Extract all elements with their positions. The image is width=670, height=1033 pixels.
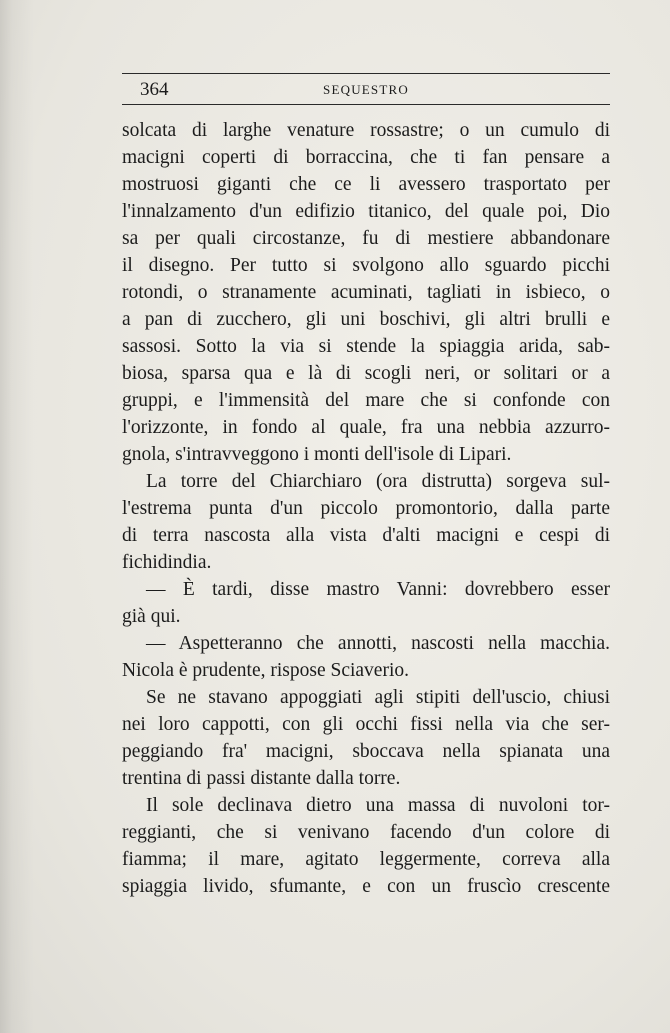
text-line: Se ne stavano appoggiati agli stipiti dell'uscio, chiusi [146, 687, 610, 708]
body-text [122, 117, 610, 900]
text-line: — È tardi, disse mastro Vanni: dovrebbero esser [146, 579, 610, 600]
text-line: solcata di larghe venature rossastre; o un cumulo di [122, 120, 610, 141]
running-head [122, 78, 610, 102]
text-line: Il sole declinava dietro una massa di nuvoloni tor- [146, 795, 610, 816]
text-line: Nicola è prudente, rispose Sciaverio. [122, 660, 409, 681]
text-line: l'orizzonte, in fondo al quale, fra una nebbia azzurro- [122, 417, 610, 438]
text-line: l'estrema punta d'un piccolo promontorio, dalla parte [122, 498, 610, 519]
text-line: sassosi. Sotto la via si stende la spiaggia arida, sab- [122, 336, 610, 357]
text-line: reggianti, che si venivano facendo d'un colore di [122, 822, 610, 843]
text-line: — Aspetteranno che annotti, nascosti nella macchia. [146, 633, 610, 654]
text-line: a pan di zucchero, gli uni boschivi, gli altri brulli e [122, 309, 610, 330]
text-line: gruppi, e l'immensità del mare che si confonde con [122, 390, 610, 411]
text-line: trentina di passi distante dalla torre. [122, 768, 401, 789]
text-line: di terra nascosta alla vista d'alti macigni e cespi di [122, 525, 610, 546]
text-line: gnola, s'intravveggono i monti dell'isole di Lipari. [122, 444, 512, 465]
page-number: 364 [140, 79, 169, 100]
text-line: l'innalzamento d'un edifizio titanico, del quale poi, Dio [122, 201, 610, 222]
text-line: nei loro cappotti, con gli occhi fissi nella via che ser- [122, 714, 610, 735]
text-line: peggiando fra' macigni, sboccava nella spianata una [122, 741, 610, 762]
text-line: sa per quali circostanze, fu di mestiere abbandonare [122, 228, 610, 249]
text-line: il disegno. Per tutto si svolgono allo sguardo picchi [122, 255, 610, 276]
text-line: biosa, sparsa qua e là di scogli neri, or solitari or a [122, 363, 610, 384]
text-line: spiaggia livido, sfumante, e con un fruscìo crescente [122, 876, 610, 897]
running-title: SEQUESTRO [323, 82, 409, 97]
text-line: mostruosi giganti che ce li avessero trasportato per [122, 174, 610, 195]
header-rule-top [122, 73, 610, 74]
text-line: rotondi, o stranamente acuminati, tagliati in isbieco, o [122, 282, 610, 303]
text-line: fichidindia. [122, 552, 212, 573]
text-line: fiamma; il mare, agitato leggermente, correva alla [122, 849, 610, 870]
text-line: già qui. [122, 606, 181, 627]
header-rule-bottom [122, 104, 610, 105]
text-line: macigni coperti di borraccina, che ti fan pensare a [122, 147, 610, 168]
text-line: La torre del Chiarchiaro (ora distrutta) sorgeva sul- [146, 471, 610, 492]
